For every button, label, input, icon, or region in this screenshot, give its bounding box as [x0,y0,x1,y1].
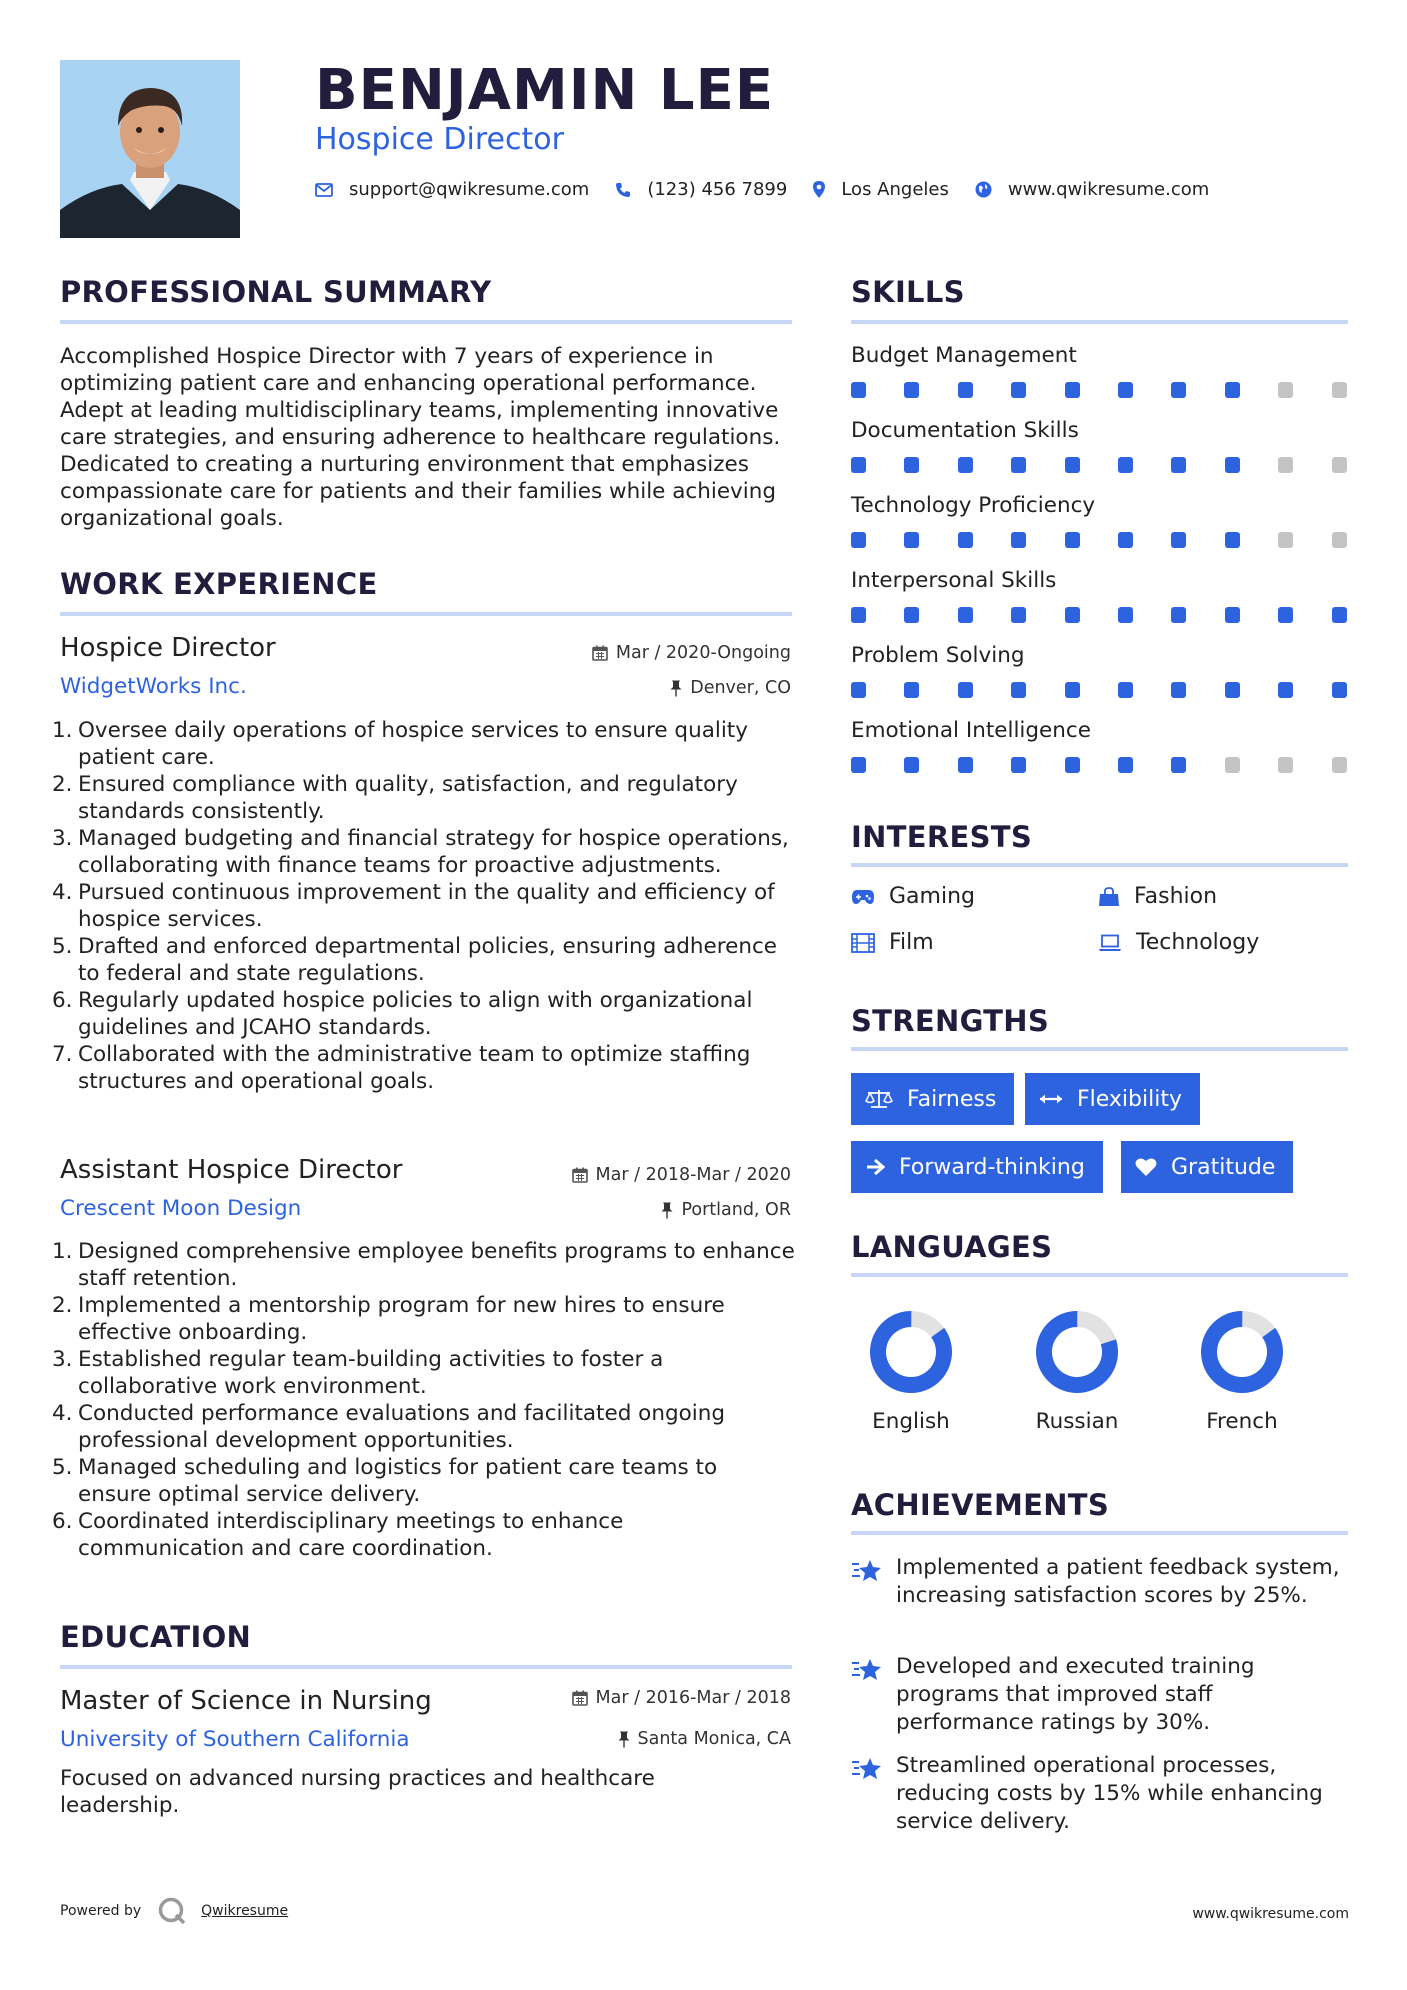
skill-dot-empty [1332,457,1347,473]
skill-dot-empty [1332,532,1347,548]
strengths-heading: STRENGTHS [851,1004,1050,1038]
section-divider [851,320,1348,324]
skill-rating [851,457,1351,473]
skill-dot-filled [904,757,919,773]
skill-dot-filled [1065,457,1080,473]
list-item: 7. Collaborated with the administrative team to optimize staffing structures and operational goals. [52,1042,751,1094]
list-item: 5. Drafted and enforced departmental policies, ensuring adherence to federal and state regulations. [52,934,778,986]
job-title: Hospice Director [60,633,276,663]
calendar-icon [592,645,608,661]
donut-fill [868,1309,954,1395]
strength-label: Gratitude [1171,1154,1276,1180]
interest-technology [1098,930,1259,955]
strength-label: Forward-thinking [899,1154,1085,1180]
pushpin-icon [670,680,682,697]
skill-dot-filled [1225,382,1240,398]
profile-photo [60,60,240,238]
skill-dot-filled [1011,382,1026,398]
interest-label: Fashion [1134,884,1218,909]
skill-dot-empty [1278,457,1293,473]
envelope-icon [315,183,333,197]
pushpin-icon [661,1202,673,1219]
globe-icon [975,181,992,198]
phone-text: (123) 456 7899 [647,179,788,200]
achievement-item [851,1752,1351,1836]
section-divider [60,1665,792,1669]
map-pin-icon [813,181,825,198]
list-item: 3. Managed budgeting and financial strategy for hospice operations, collaborating with finance teams for proactive adjustments. [52,826,789,878]
skill-rating [851,607,1351,623]
list-item: 4. Conducted performance evaluations and facilitated ongoing professional development opportunities. [52,1401,726,1453]
skill-name: Emotional Intelligence [851,718,1091,743]
skill-dot-empty [1225,757,1240,773]
skill-dot-filled [1278,682,1293,698]
education-location-text: Santa Monica, CA [637,1729,791,1749]
language-label: French [1206,1409,1278,1434]
strength-badge [1025,1073,1200,1125]
company-name[interactable]: WidgetWorks Inc. [60,674,247,699]
section-divider [60,612,792,616]
skill-dot-filled [1065,382,1080,398]
strength-badge [851,1141,1103,1193]
skill-dot-filled [1118,607,1133,623]
achievement-item [851,1653,1351,1737]
skill-dot-filled [904,682,919,698]
shooting-star-icon [851,1657,883,1683]
contact-email[interactable] [315,179,589,200]
calendar-icon [572,1167,588,1183]
skill-dot-filled [1225,607,1240,623]
job-dates [592,643,791,663]
interests-heading: INTERESTS [851,820,1033,854]
interest-gaming [851,884,975,909]
skill-dot-filled [1171,757,1186,773]
skill-dot-filled [1011,682,1026,698]
skill-dot-filled [904,382,919,398]
shooting-star-icon [851,1756,883,1782]
skill-dot-filled [958,382,973,398]
job-location-text: Denver, CO [690,678,791,698]
skill-dot-filled [851,532,866,548]
pushpin-icon [618,1731,630,1748]
skill-dot-filled [958,757,973,773]
arrows-horizontal-icon [1039,1093,1063,1105]
job-location [661,1200,791,1220]
job-duties-list [50,1238,795,1562]
avatar [60,60,240,238]
powered-by-label: Powered by [60,1903,142,1919]
skill-dot-filled [1332,682,1347,698]
skill-name: Interpersonal Skills [851,568,1057,593]
skill-dot-filled [1065,532,1080,548]
skill-dot-filled [1278,607,1293,623]
skill-dot-filled [1011,757,1026,773]
scale-icon [865,1088,893,1110]
list-item: 3. Established regular team-building activities to foster a collaborative work environment. [52,1347,664,1399]
phone-icon [615,182,631,198]
list-item: 4. Pursued continuous improvement in the quality and efficiency of hospice services. [52,880,775,932]
calendar-icon [572,1690,588,1706]
skill-rating [851,682,1351,698]
language-donut [868,1309,954,1395]
list-item: 6. Coordinated interdisciplinary meetings to enhance communication and care coordination. [52,1509,624,1561]
section-divider [851,1047,1348,1051]
skill-dot-filled [1118,682,1133,698]
skill-dot-filled [904,457,919,473]
skill-dot-filled [1118,382,1133,398]
interest-label: Gaming [889,884,975,909]
skill-dot-filled [904,607,919,623]
experience-heading: WORK EXPERIENCE [60,567,378,601]
skill-dot-filled [958,532,973,548]
list-item: 1. Oversee daily operations of hospice services to ensure quality patient care. [52,718,748,770]
achievement-text: Developed and executed training programs that improved staff performance ratings by 30%. [896,1654,1255,1735]
education-location [618,1729,792,1749]
education-heading: EDUCATION [60,1620,252,1654]
interest-label: Film [889,930,934,955]
skill-name: Budget Management [851,343,1077,368]
website-text: www.qwikresume.com [1007,179,1210,200]
skill-dot-filled [851,607,866,623]
skill-dot-filled [851,457,866,473]
contact-phone[interactable] [615,179,787,200]
strength-badge [851,1073,1014,1125]
job-dates-text: Mar / 2018-Mar / 2020 [595,1165,791,1185]
summary-text: Accomplished Hospice Director with 7 years of experience in optimizing patient care and enhancing operational performance. Adept at leading multidisciplinary teams, implementing innovative care strategies, and ensuring adherence to healthcare regulations. Dedicated to creating a nurturing environment that emphasizes compassionate care for patients and their families while achieving organizational goals. [60,344,781,531]
interest-film [851,930,934,955]
powered-by [60,1896,288,1926]
job-location [670,678,791,698]
job-location-text: Portland, OR [681,1200,791,1220]
job-duties-list [50,717,795,1095]
skill-dot-filled [1118,457,1133,473]
achievement-text: Streamlined operational processes, reducing costs by 15% while enhancing service delivery. [896,1753,1323,1834]
skill-dot-empty [1278,532,1293,548]
achievements-heading: ACHIEVEMENTS [851,1488,1110,1522]
skill-dot-filled [1171,457,1186,473]
language-item [1182,1309,1302,1434]
school-name[interactable]: University of Southern California [60,1727,410,1752]
skill-dot-filled [1118,532,1133,548]
skill-dot-empty [1278,757,1293,773]
language-donut [1199,1309,1285,1395]
location-text: Los Angeles [841,179,949,200]
laptop-icon [1098,934,1122,952]
skill-dot-filled [1225,457,1240,473]
language-item [851,1309,971,1434]
job-dates-text: Mar / 2020-Ongoing [615,643,791,663]
skill-dot-empty [1278,382,1293,398]
skill-dot-filled [1171,382,1186,398]
skill-name: Documentation Skills [851,418,1079,443]
skill-dot-filled [958,682,973,698]
skill-dot-filled [1225,682,1240,698]
achievement-text: Implemented a patient feedback system, increasing satisfaction scores by 25%. [896,1555,1340,1608]
skill-name: Technology Proficiency [851,493,1096,518]
list-item: 1. Designed comprehensive employee benefits programs to enhance staff retention. [52,1239,795,1291]
email-text: support@qwikresume.com [349,179,590,200]
interest-fashion [1098,884,1217,909]
job-dates [572,1165,791,1185]
skill-dot-empty [1332,757,1347,773]
list-item: 6. Regularly updated hospice policies to align with organizational guidelines and JCAHO standards. [52,988,753,1040]
heart-icon [1135,1157,1157,1177]
gamepad-icon [851,889,875,905]
skill-dot-filled [1011,607,1026,623]
contact-location [813,179,949,200]
contact-bar [315,179,1235,200]
list-item: 5. Managed scheduling and logistics for patient care teams to ensure optimal service delivery. [52,1455,718,1507]
language-label: English [872,1409,950,1434]
brand-link[interactable]: Qwikresume [201,1903,289,1919]
strength-label: Fairness [907,1086,997,1112]
skill-dot-filled [958,607,973,623]
section-divider [851,1531,1348,1535]
company-name[interactable]: Crescent Moon Design [60,1196,302,1221]
job-title: Assistant Hospice Director [60,1155,403,1185]
donut-fill [1199,1309,1285,1395]
section-divider [851,863,1348,867]
skill-dot-filled [851,682,866,698]
degree-title: Master of Science in Nursing [60,1686,432,1716]
language-donut [1034,1309,1120,1395]
education-description: Focused on advanced nursing practices and healthcare leadership. [60,1766,655,1818]
list-item: 2. Ensured compliance with quality, satisfaction, and regulatory standards consistently. [52,772,738,824]
summary-heading: PROFESSIONAL SUMMARY [60,275,492,309]
education-dates [572,1688,791,1708]
section-divider [851,1273,1348,1277]
list-item: 2. Implemented a mentorship program for new hires to ensure effective onboarding. [52,1293,725,1345]
skill-dot-filled [1171,682,1186,698]
arrow-right-icon [865,1158,885,1176]
skill-dot-filled [1065,607,1080,623]
skill-rating [851,532,1351,548]
skill-dot-filled [904,532,919,548]
contact-website[interactable] [975,179,1209,200]
strength-badge [1121,1141,1293,1193]
skill-dot-filled [958,457,973,473]
skill-name: Problem Solving [851,643,1025,668]
shopping-bag-icon [1098,887,1120,907]
language-label: Russian [1035,1409,1119,1434]
shooting-star-icon [851,1558,883,1584]
skill-dot-filled [1065,757,1080,773]
strength-label: Flexibility [1077,1086,1182,1112]
education-dates-text: Mar / 2016-Mar / 2018 [595,1688,791,1708]
skill-dot-filled [1171,532,1186,548]
languages-heading: LANGUAGES [851,1230,1053,1264]
skill-dot-filled [1118,757,1133,773]
interest-label: Technology [1136,930,1260,955]
skill-dot-empty [1332,382,1347,398]
film-icon [851,933,875,953]
skill-dot-filled [1171,607,1186,623]
skill-rating [851,757,1351,773]
language-item [1017,1309,1137,1434]
skills-heading: SKILLS [851,275,965,309]
skill-dot-filled [1011,532,1026,548]
candidate-name: BENJAMIN LEE [315,58,775,123]
skill-dot-filled [1225,532,1240,548]
section-divider [60,320,792,324]
skill-dot-filled [1011,457,1026,473]
skill-dot-filled [1332,607,1347,623]
achievement-item [851,1554,1351,1610]
qwikresume-logo-icon [157,1896,187,1926]
donut-fill [1035,1310,1118,1393]
skill-dot-filled [851,382,866,398]
footer-website[interactable]: www.qwikresume.com [1192,1906,1349,1922]
skill-rating [851,382,1351,398]
skill-dot-filled [851,757,866,773]
skill-dot-filled [1065,682,1080,698]
candidate-title: Hospice Director [315,122,564,157]
